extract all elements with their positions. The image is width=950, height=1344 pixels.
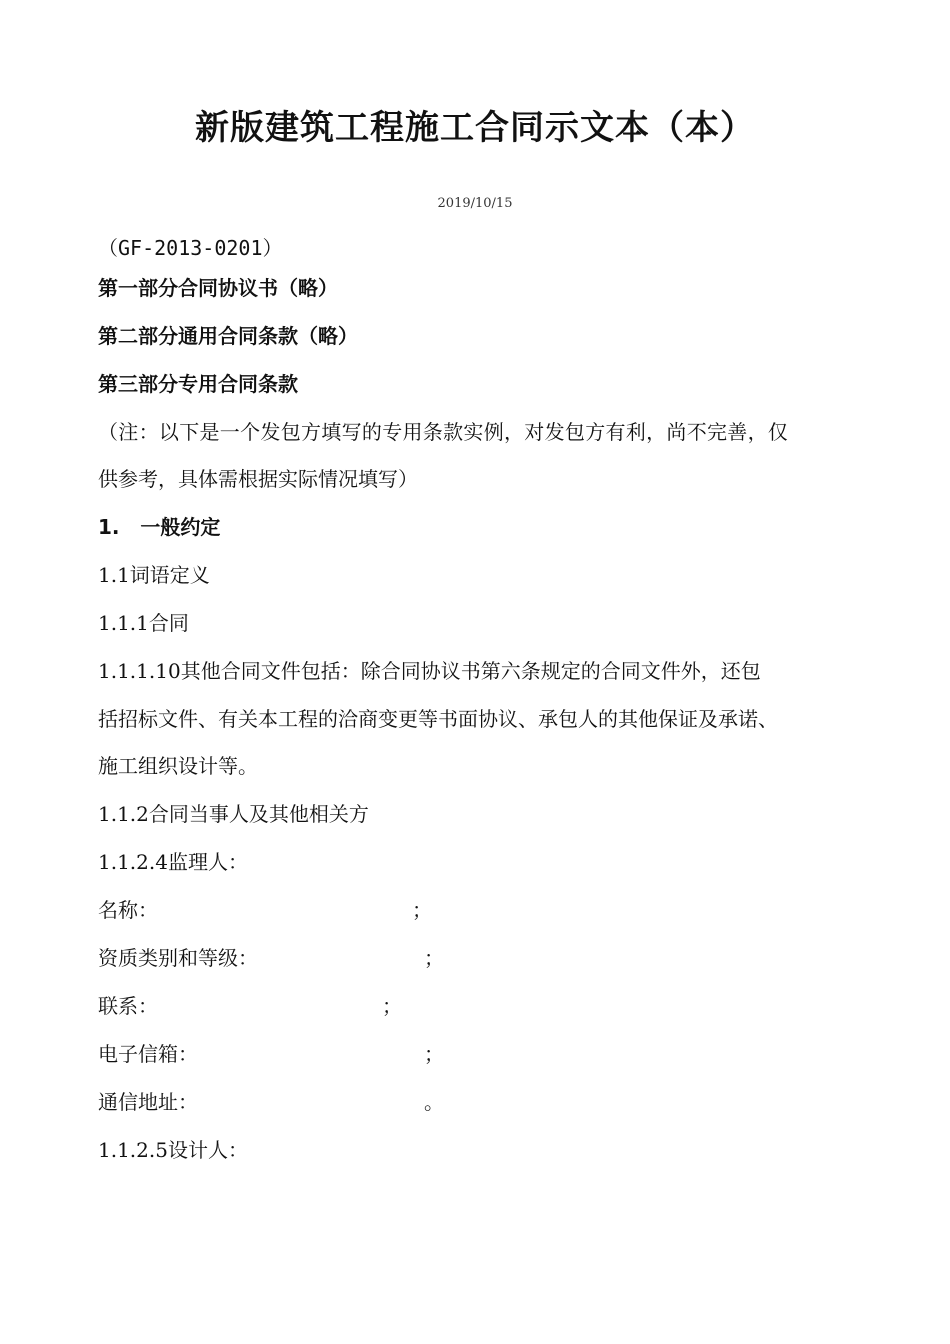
part-two-heading: 第二部分通用合同条款（略） bbox=[98, 324, 358, 348]
document-title: 新版建筑工程施工合同示文本（本） bbox=[195, 108, 755, 148]
clause-1-1-2-4: 1.1.2.4监理人： bbox=[98, 850, 248, 874]
clause-1-1-2-5: 1.1.2.5设计人： bbox=[98, 1138, 248, 1162]
clause-1-1-1-10-line-2: 括招标文件、有关本工程的洽商变更等书面协议、承包人的其他保证及承诺、 bbox=[98, 707, 778, 731]
field-label: 联系： bbox=[98, 994, 158, 1018]
clause-1-1-1-10-line-1: 1.1.1.10其他合同文件包括：除合同协议书第六条规定的合同文件外，还包 bbox=[98, 659, 761, 683]
field-end-mark: ； bbox=[412, 898, 432, 922]
clause-1-1-2: 1.1.2合同当事人及其他相关方 bbox=[98, 802, 369, 826]
supervisor-address-field bbox=[98, 1086, 444, 1115]
document-date: 2019/10/15 bbox=[437, 196, 513, 211]
field-label: 名称： bbox=[98, 898, 158, 922]
part-three-heading: 第三部分专用合同条款 bbox=[98, 372, 298, 396]
clause-1-1-1-10-line-3: 施工组织设计等。 bbox=[98, 754, 258, 778]
contract-code: （GF-2013-0201） bbox=[98, 236, 283, 260]
supervisor-contact-field bbox=[98, 990, 402, 1019]
field-label: 电子信箱： bbox=[98, 1042, 198, 1066]
field-end-mark: 。 bbox=[424, 1090, 444, 1114]
part-one-heading: 第一部分合同协议书（略） bbox=[98, 276, 338, 300]
supervisor-email-field bbox=[98, 1038, 444, 1067]
supervisor-name-field bbox=[98, 894, 432, 923]
clause-1-1: 1.1词语定义 bbox=[98, 563, 210, 587]
field-label: 通信地址： bbox=[98, 1090, 198, 1114]
field-end-mark: ； bbox=[424, 946, 444, 970]
field-label: 资质类别和等级： bbox=[98, 946, 258, 970]
clause-1-1-1: 1.1.1合同 bbox=[98, 611, 189, 635]
note-line-1: （注：以下是一个发包方填写的专用条款实例，对发包方有利，尚不完善，仅 bbox=[98, 420, 789, 444]
note-line-2: 供参考，具体需根据实际情况填写） bbox=[98, 467, 418, 491]
field-end-mark: ； bbox=[382, 994, 402, 1018]
field-end-mark: ； bbox=[424, 1042, 444, 1066]
supervisor-qualification-field bbox=[98, 942, 444, 971]
section-1-heading: 1. 一般约定 bbox=[98, 515, 221, 539]
